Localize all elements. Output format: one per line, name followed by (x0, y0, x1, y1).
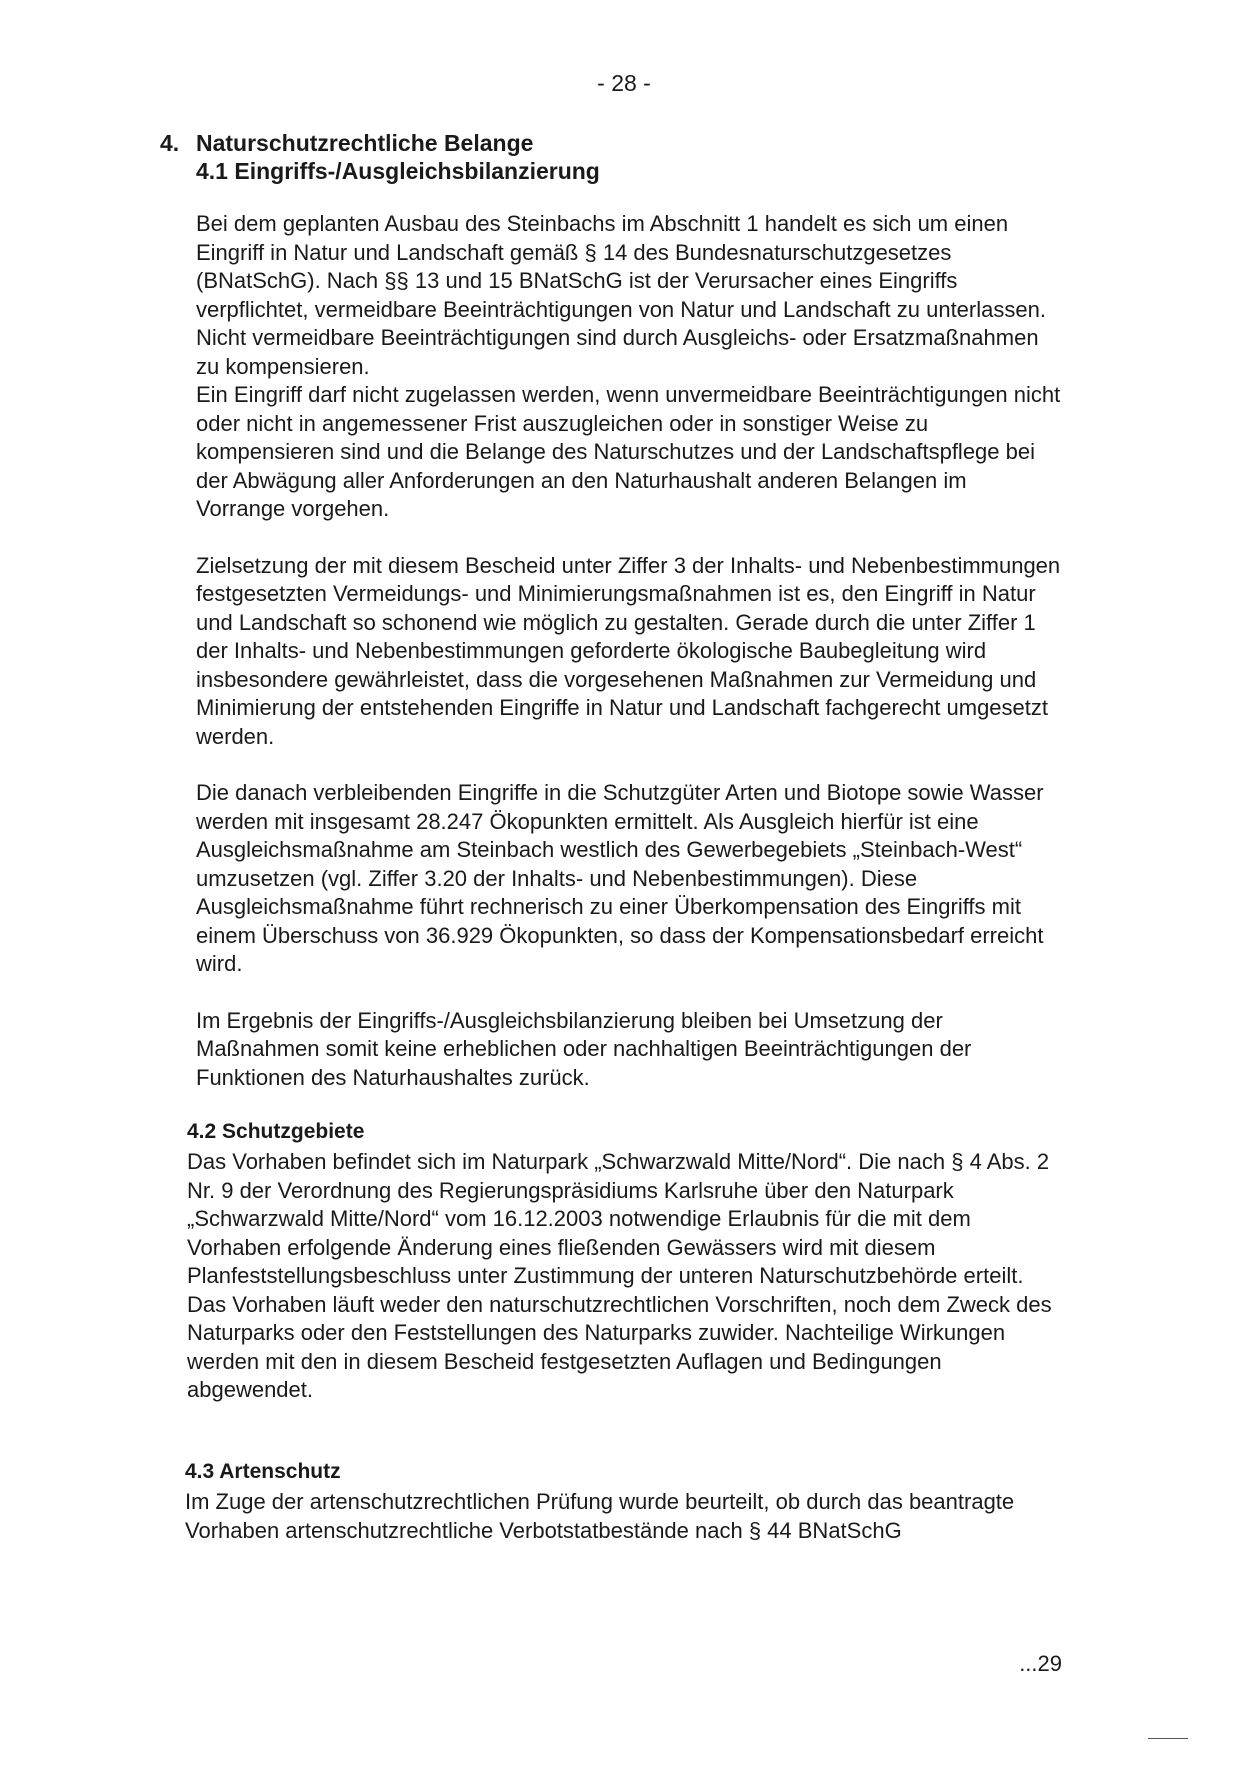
section-4-2-body (187, 1148, 1067, 1405)
margin-rule (1148, 1738, 1188, 1739)
paragraph: Bei dem geplanten Ausbau des Steinbachs im Abschnitt 1 handelt es sich um einen Eingriff in Natur und Landschaft gemäß § 14 des Bundesnaturschutzgesetzes (BNatSchG). Nach §§ 13 und 15 BNatSchG ist der Verursacher eines Eingriffs verpflichtet, vermeidbare Beeinträchtigungen von Natur und Landschaft zu unterlassen. Nicht vermeidbare Beeinträchtigungen sind durch Ausgleichs- oder Ersatzmaßnahmen zu kompensieren. (196, 211, 1046, 379)
subsection-heading-4-3: 4.3 Artenschutz (185, 1460, 341, 1483)
paragraph: Das Vorhaben läuft weder den naturschutzrechtlichen Vorschriften, noch dem Zweck des Naturparks oder den Feststellungen des Naturparks zuwider. Nachteilige Wirkungen werden mit den in diesem Bescheid festgesetzten Auflagen und Bedingungen abgewendet. (187, 1291, 1052, 1402)
paragraph: Im Ergebnis der Eingriffs-/Ausgleichsbilanzierung bleiben bei Umsetzung der Maßnahmen somit keine erheblichen oder nachhaltigen Beeinträchtigungen der Funktionen des Naturhaushaltes zurück. (196, 1007, 972, 1090)
continuation-marker: ...29 (1019, 1651, 1062, 1676)
paragraph: Das Vorhaben befindet sich im Naturpark „Schwarzwald Mitte/Nord“. Die nach § 4 Abs. 2 Nr. 9 der Verordnung des Regierungspräsidiums Karlsruhe über den Naturpark „Schwarzwald Mitte/Nord“ vom 16.12.2003 notwendige Erlaubnis für die mit dem Vorhaben erfolgende Änderung eines fließenden Gewässers wird mit diesem Planfeststellungsbeschluss unter Zustimmung der unteren Naturschutzbehörde erteilt. (187, 1149, 1050, 1288)
section-title: Naturschutzrechtliche Belange (196, 130, 534, 156)
section-4-3-body (185, 1488, 1065, 1545)
section-4-1-body (196, 210, 1061, 1092)
subsection-heading-4-2: 4.2 Schutzgebiete (187, 1120, 365, 1143)
paragraph: Ein Eingriff darf nicht zugelassen werden, wenn unvermeidbare Beeinträchtigungen nicht oder nicht in angemessener Frist auszugleichen oder in sonstiger Weise zu kompensieren sind und die Belange des Naturschutzes und der Landschaftspflege bei der Abwägung aller Anforderungen an den Naturhaushalt anderen Belangen im Vorrange vorgehen. (196, 382, 1061, 521)
subsection-heading-4-1: 4.1 Eingriffs-/Ausgleichsbilanzierung (196, 158, 600, 184)
page-number: - 28 - (597, 70, 651, 96)
section-heading (160, 130, 533, 157)
paragraph: Zielsetzung der mit diesem Bescheid unter Ziffer 3 der Inhalts- und Nebenbestimmungen festgesetzten Vermeidungs- und Minimierungsmaßnahmen ist es, den Eingriff in Natur und Landschaft so schonend wie möglich zu gestalten. Gerade durch die unter Ziffer 1 der Inhalts- und Nebenbestimmungen geforderte ökologische Baubegleitung wird insbesondere gewährleistet, dass die vorgesehenen Maßnahmen zur Vermeidung und Minimierung der entstehenden Eingriffe in Natur und Landschaft fachgerecht umgesetzt werden. (196, 552, 1061, 749)
paragraph: Im Zuge der artenschutzrechtlichen Prüfung wurde beurteilt, ob durch das beantragte Vorhaben artenschutzrechtliche Verbotstatbestände nach § 44 BNatSchG (185, 1489, 1015, 1543)
section-number: 4. (160, 130, 180, 156)
paragraph: Die danach verbleibenden Eingriffe in die Schutzgüter Arten und Biotope sowie Wasser werden mit insgesamt 28.247 Ökopunkten ermittelt. Als Ausgleich hierfür ist eine Ausgleichsmaßnahme am Steinbach westlich des Gewerbegebiets „Steinbach-West“ umzusetzen (vgl. Ziffer 3.20 der Inhalts- und Nebenbestimmungen). Diese Ausgleichsmaßnahme führt rechnerisch zu einer Überkompensation des Eingriffs mit einem Überschuss von 36.929 Ökopunkten, so dass der Kompensationsbedarf erreicht wird. (196, 780, 1044, 976)
